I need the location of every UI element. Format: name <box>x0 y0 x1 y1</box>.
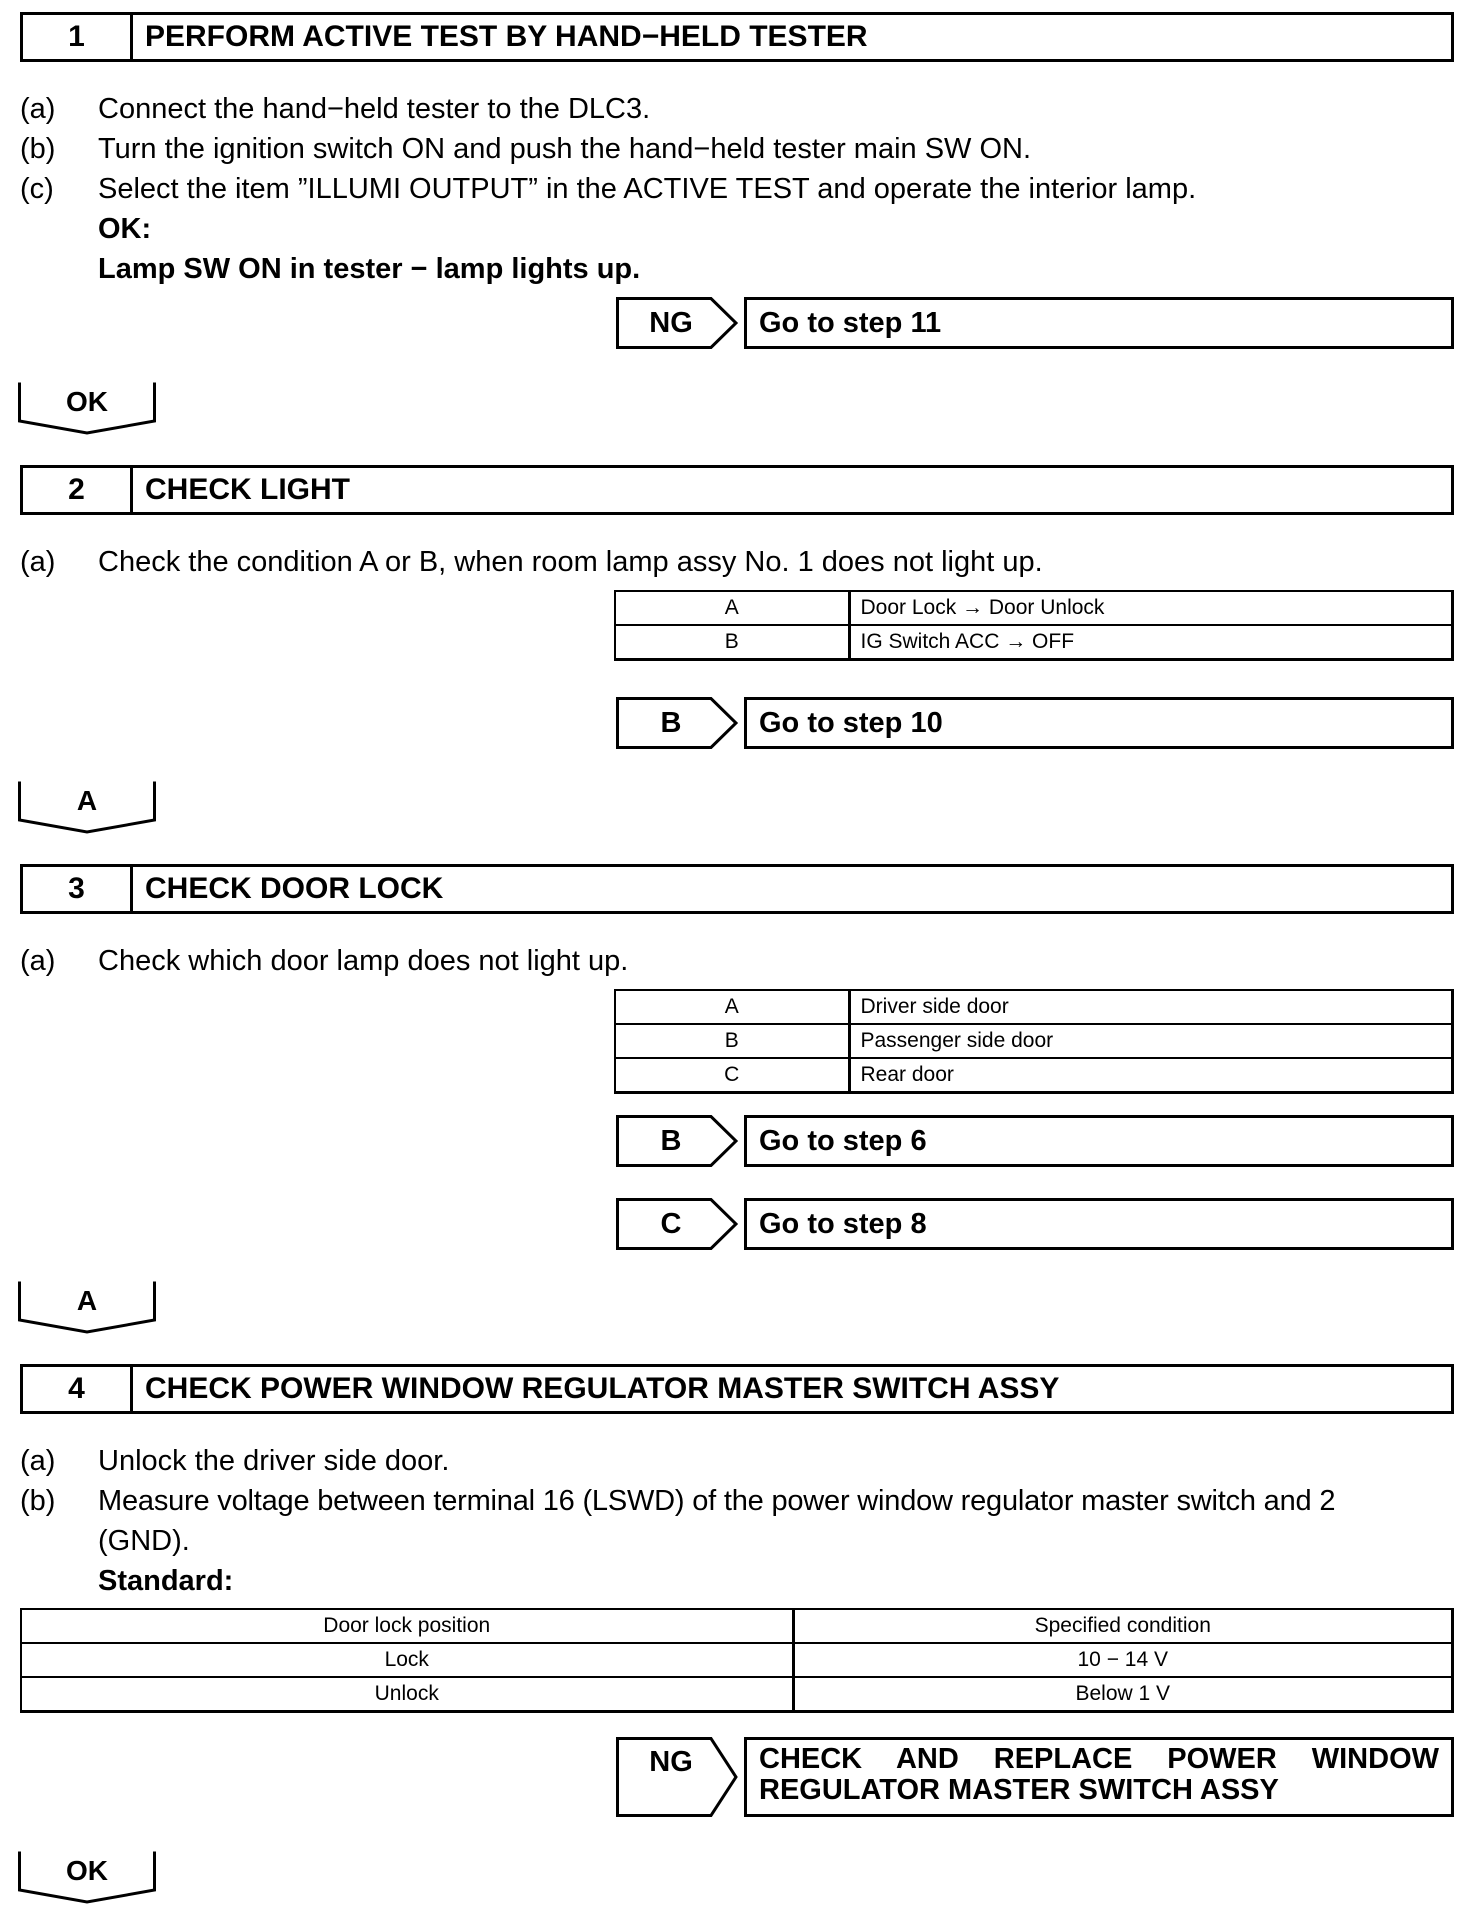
table-row <box>21 1643 1453 1677</box>
table-cell: IG Switch ACC → OFF <box>849 625 1453 659</box>
table-cell: Below 1 V <box>793 1677 1453 1711</box>
table-row <box>21 1609 1453 1643</box>
table-row <box>615 625 1453 659</box>
item-text-continued: (GND). <box>98 1525 190 1557</box>
replace-switch-link[interactable] <box>744 1737 1454 1817</box>
ng-tag-label: NG <box>649 1745 693 1778</box>
branch-tag <box>616 1198 738 1250</box>
table-header-cell: Specified condition <box>793 1609 1453 1643</box>
table-row <box>615 1024 1453 1058</box>
go-to-label: CHECK AND REPLACE POWER WINDOW <box>759 1743 1439 1775</box>
go-to-step-11-link[interactable] <box>744 297 1454 349</box>
step-1-header <box>20 12 1454 62</box>
flow-tag-label: A <box>76 1285 98 1316</box>
table-cell: C <box>615 1058 849 1092</box>
table-row <box>615 591 1453 625</box>
step-number: 4 <box>23 1367 133 1411</box>
ng-tag <box>616 1737 738 1817</box>
item-label: (a) <box>20 546 56 578</box>
item-text: Check which door lamp does not light up. <box>98 945 629 977</box>
table-row <box>615 1058 1453 1092</box>
condition-table <box>614 590 1454 661</box>
go-to-step-8-link[interactable] <box>744 1198 1454 1250</box>
standard-heading: Standard: <box>98 1565 234 1597</box>
item-text: Select the item ”ILLUMI OUTPUT” in the ACTIVE TEST and operate the interior lamp. <box>98 173 1197 205</box>
item-label: (a) <box>20 93 56 125</box>
item-text: Check the condition A or B, when room lamp assy No. 1 does not light up. <box>98 546 1043 578</box>
step-2-header <box>20 465 1454 515</box>
ok-condition: Lamp SW ON in tester − lamp lights up. <box>98 253 641 285</box>
ok-heading: OK: <box>98 213 152 245</box>
door-table <box>614 989 1454 1094</box>
table-cell: Door Lock → Door Unlock <box>849 591 1453 625</box>
item-text: Turn the ignition switch ON and push the hand−held tester main SW ON. <box>98 133 1032 165</box>
item-label: (b) <box>20 1485 56 1517</box>
table-header-cell: Door lock position <box>21 1609 793 1643</box>
table-cell: A <box>615 591 849 625</box>
go-to-label: Go to step 11 <box>759 306 942 339</box>
item-label: (a) <box>20 945 56 977</box>
item-text: Connect the hand−held tester to the DLC3. <box>98 93 651 125</box>
item-text: Unlock the driver side door. <box>98 1445 450 1477</box>
table-cell: Rear door <box>849 1058 1453 1092</box>
item-label: (a) <box>20 1445 56 1477</box>
go-to-label: Go to step 10 <box>759 706 943 739</box>
branch-tag <box>616 697 738 749</box>
table-cell: Unlock <box>21 1677 793 1711</box>
branch-tag-label: B <box>660 1124 682 1157</box>
step-title: CHECK LIGHT <box>145 473 350 506</box>
table-cell: Lock <box>21 1643 793 1677</box>
branch-tag-label: C <box>660 1207 682 1240</box>
item-label: (c) <box>20 173 54 205</box>
standard-table <box>20 1608 1454 1713</box>
step-title: PERFORM ACTIVE TEST BY HAND−HELD TESTER <box>145 20 868 53</box>
table-row <box>615 990 1453 1024</box>
table-cell: B <box>615 625 849 659</box>
go-to-label: Go to step 8 <box>759 1207 927 1240</box>
step-3-header <box>20 864 1454 914</box>
table-row <box>21 1677 1453 1711</box>
go-to-label: Go to step 6 <box>759 1124 927 1157</box>
step-number: 3 <box>23 867 133 911</box>
go-to-step-10-link[interactable] <box>744 697 1454 749</box>
ng-tag <box>616 297 738 349</box>
a-flow-tag <box>18 780 156 834</box>
item-label: (b) <box>20 133 56 165</box>
step-title: CHECK DOOR LOCK <box>145 872 444 905</box>
step-title: CHECK POWER WINDOW REGULATOR MASTER SWITCH ASSY <box>145 1372 1060 1405</box>
table-cell: Passenger side door <box>849 1024 1453 1058</box>
ok-flow-tag <box>18 1850 156 1904</box>
table-cell: A <box>615 990 849 1024</box>
branch-tag <box>616 1115 738 1167</box>
go-to-step-6-link[interactable] <box>744 1115 1454 1167</box>
flow-tag-label: A <box>76 785 98 816</box>
table-cell: B <box>615 1024 849 1058</box>
step-number: 2 <box>23 468 133 512</box>
table-cell: 10 − 14 V <box>793 1643 1453 1677</box>
ng-tag-label: NG <box>649 306 693 339</box>
item-text: Measure voltage between terminal 16 (LSWD) of the power window regulator master switch and 2 <box>98 1485 1336 1517</box>
a-flow-tag <box>18 1280 156 1334</box>
go-to-label: REGULATOR MASTER SWITCH ASSY <box>759 1774 1279 1806</box>
ok-flow-tag <box>18 381 156 435</box>
flow-tag-label: OK <box>66 386 108 417</box>
step-4-header <box>20 1364 1454 1414</box>
flow-tag-label: OK <box>66 1855 108 1886</box>
branch-tag-label: B <box>660 706 682 739</box>
step-number: 1 <box>23 15 133 59</box>
table-cell: Driver side door <box>849 990 1453 1024</box>
